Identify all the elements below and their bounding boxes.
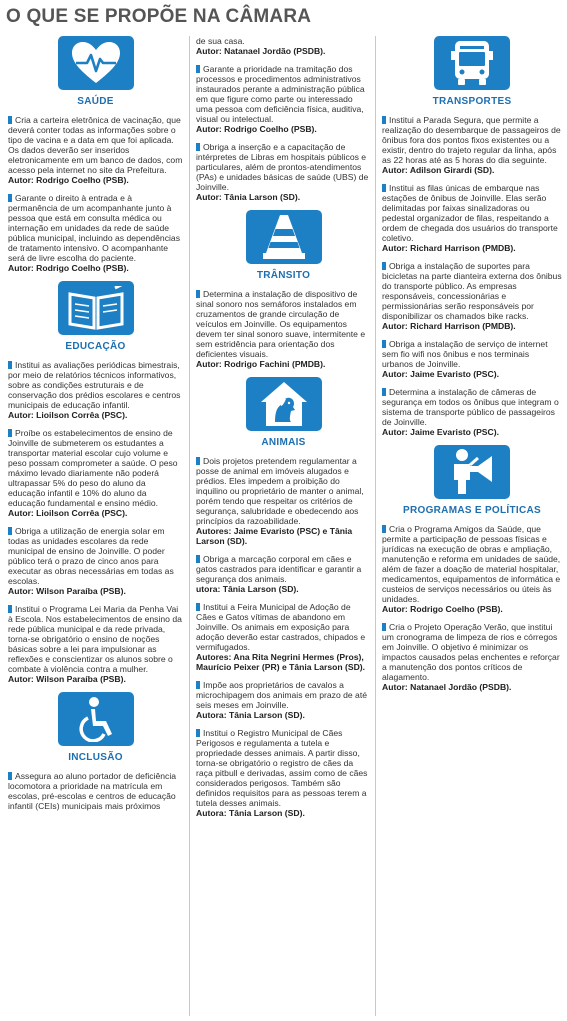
proposal-author: Autor: Jaime Evaristo (PSC).: [382, 427, 499, 437]
proposal-author: Autores: Ana Rita Negrini Hermes (Pros), Maurício Peixer (PR) e Tânia Larson (SD).: [196, 652, 366, 672]
column-divider: [375, 36, 376, 1016]
proposal-author: Autora: Tânia Larson (SD).: [196, 808, 305, 818]
proposal-text: Garante a prioridade na tramitação dos processos e procedimentos administrativos instaurados perante a administração pública em que figure como parte ou interessado uma pessoa com deficiência física, auditiva, visual ou intelectual.: [196, 64, 365, 124]
bullet-marker: [196, 555, 200, 563]
proposal-text: Obriga a inserção e a capacitação de intérpretes de Libras em hospitais públicos e particulares, além de prontos-atendimentos (PAs) e unidades básicas de saúde (UBS) de Joinville.: [196, 142, 369, 192]
traffic-cone-icon: [246, 210, 322, 264]
proposal-text: Obriga a instalação de serviço de internet sem fio wifi nos ônibus e nos terminais urbanos de Joinville.: [382, 339, 548, 369]
category-title: PROGRAMAS E POLÍTICAS: [403, 505, 541, 516]
proposal-item: [382, 183, 562, 253]
bus-icon: [434, 36, 510, 90]
proposal-text: Institui as avaliações periódicas bimestrais, por meio de relatórios técnicos informativos, sobre as condições estruturais e de conservação dos prédios escolares e centros municipais de educação infantil.: [8, 360, 181, 410]
bullet-marker: [382, 184, 386, 192]
category-title: SAÚDE: [77, 96, 114, 107]
proposal-text: Determina a instalação de câmeras de segurança em todos os ônibus que integram o sistema de transporte público de passageiros de Joinville.: [382, 387, 559, 427]
category-block: [196, 36, 371, 202]
proposal-text: Institui o Programa Lei Maria da Penha Vai à Escola. Nos estabelecimentos de ensino da rede pública municipal e da rede privada, torna-se obrigatório o ensino de noções básicas sobre a lei para impulsionar as reflexões e conscientizar os alunos sobre o combate à violência contra a mulher.: [8, 604, 182, 674]
category-block: [382, 36, 562, 437]
bullet-marker: [382, 388, 386, 396]
proposal-text: Proíbe os estabelecimentos de ensino de Joinville de submeterem os estudantes a transportar material escolar cujo volume e peso possam comprometer a saúde. O peso máximo levado diariamente não poderá ultrapassar 5% do peso do aluno da educação infantil e 10% do aluno da educação fundamental e ensino médio.: [8, 428, 178, 508]
proposal-item: [8, 115, 183, 185]
bullet-marker: [196, 457, 200, 465]
category-block: [196, 210, 371, 369]
bullet-marker: [196, 681, 200, 689]
proposal-text: Cria o Projeto Operação Verão, que institui um cronograma de limpeza de rios e córregos em Joinville. O objetivo é minimizar os impactos causados pelas enchentes e reforçar a manutenção dos pontos críticos de alagamento.: [382, 622, 560, 682]
category-block: [8, 281, 183, 684]
proposal-text: Garante o direito à entrada e à permanência de um acompanhante junto à pessoa que está em consulta médica ou internação em unidades da rede de saúde pública municipal, incluindo as dependências de tratamento intensivo. O acompanhante será de livre escolha do paciente.: [8, 193, 180, 263]
category-header: [196, 210, 371, 281]
proposal-author: Autor: Adilson Girardi (SD).: [382, 165, 495, 175]
bullet-marker: [196, 603, 200, 611]
proposal-author: Autor: Lioilson Corrêa (PSC).: [8, 508, 128, 518]
category-header: [196, 377, 371, 448]
bullet-marker: [382, 340, 386, 348]
bullet-marker: [8, 527, 12, 535]
proposal-text: Obriga a utilização de energia solar em todas as unidades escolares da rede municipal de ensino de Joinville. O poder público terá o prazo de cinco anos para executar as obras necessárias em todas as escolas.: [8, 526, 174, 586]
category-title: ANIMAIS: [261, 437, 306, 448]
proposal-text: Assegura ao aluno portador de deficiência locomotora a prioridade na matrícula em escolas, pré-escolas e centros de educação infantil (CEIs) municipais mais próximos: [8, 771, 177, 811]
proposal-item: [382, 115, 562, 175]
proposal-item: [8, 360, 183, 420]
book-icon: [58, 281, 134, 335]
proposal-author: Autor: Jaime Evaristo (PSC).: [382, 369, 499, 379]
proposal-author: Autor: Rodrigo Coelho (PSB).: [196, 124, 317, 134]
column-3: [382, 36, 562, 700]
proposal-author: Autor: Rodrigo Coelho (PSB).: [382, 604, 503, 614]
bullet-marker: [382, 116, 386, 124]
proposal-item: [8, 193, 183, 273]
bullet-marker: [196, 290, 200, 298]
proposal-text: Institui a Parada Segura, que permite a realização do desembarque de passageiros de ônibus fora dos pontos fixos existentes ou a existir, dentro do trajeto regular da linha, após as 22 horas até as 5 horas do dia seguinte.: [382, 115, 561, 165]
proposal-author: Autor: Rodrigo Coelho (PSB).: [8, 175, 129, 185]
proposal-text: Impõe aos proprietários de cavalos a microchipagem dos animais em prazo de até seis meses em Joinville.: [196, 680, 368, 710]
proposal-text: Institui a Feira Municipal de Adoção de Cães e Gatos vítimas de abandono em Joinville. Os animais em exposição para adoção deverão estar castrados, chipados e vermifugados.: [196, 602, 366, 652]
proposal-author: Autor: Richard Harrison (PMDB).: [382, 243, 516, 253]
category-block: [196, 377, 371, 818]
bullet-marker: [8, 605, 12, 613]
proposal-text: Obriga a marcação corporal em cães e gatos castrados para identificar e garantir a segurança dos animais.: [196, 554, 362, 584]
proposal-author: Autor: Wilson Paraíba (PSB).: [8, 586, 126, 596]
category-block: [382, 445, 562, 692]
proposal-item: [196, 64, 371, 134]
proposal-text: Cria o Programa Amigos da Saúde, que permite a participação de pessoas físicas e jurídicas na execução de obras e ampliação, manutenção e reforma em unidades de saúde, além de fazer a doação de material hospitalar, medicamentos, equipamentos de informática e custeios de serviços necessários ou úteis às unidades.: [382, 524, 561, 604]
proposal-author: Autora: Tânia Larson (SD).: [196, 710, 305, 720]
proposal-author: Autor: Tânia Larson (SD).: [196, 192, 301, 202]
proposal-text: Institui o Registro Municipal de Cães Perigosos e regulamenta a tutela e propriedade desses animais. A partir disso, torna-se obrigatório o registro de cães da raça pitbull e derivadas, assim como de cães considerados perigosos. Também são definidos requisitos para as pessoas terem a tutela desses animais.: [196, 728, 368, 808]
proposal-item: [8, 771, 183, 811]
proposal-author: Autor: Wilson Paraíba (PSB).: [8, 674, 126, 684]
heart-pulse-icon: [58, 36, 134, 90]
category-title: TRÂNSITO: [256, 270, 311, 281]
proposal-item: [382, 339, 562, 379]
column-2: [196, 36, 371, 826]
proposal-text: de sua casa.: [196, 36, 245, 46]
category-header: [8, 692, 183, 763]
proposal-item: [196, 289, 371, 369]
proposal-author: Autores: Jaime Evaristo (PSC) e Tânia Larson (SD).: [196, 526, 353, 546]
category-header: [382, 445, 562, 516]
bullet-marker: [8, 194, 12, 202]
category-title: TRANSPORTES: [432, 96, 512, 107]
category-header: [382, 36, 562, 107]
proposal-item: [196, 680, 371, 720]
bullet-marker: [8, 429, 12, 437]
proposal-text: Obriga a instalação de suportes para bicicletas na parte dianteira externa dos ônibus do transporte público. As empresas responsáveis, concessionárias e permissionárias serão responsáveis por disponibilizar os chamados bike racks.: [382, 261, 562, 321]
proposal-item: [196, 602, 371, 672]
proposal-item: [382, 524, 562, 614]
proposal-text: Dois projetos pretendem regulamentar a posse de animal em imóveis alugados e prédios. Eles impedem a proibição do inquilino ou proprietário de manter o animal, porém tendo que respeitar os critérios de segurança, salubridade e obedecendo aos princípios da razoabilidade.: [196, 456, 364, 526]
proposal-item: [8, 604, 183, 684]
proposal-item: [196, 554, 371, 594]
proposal-author: Autor: Rodrigo Fachini (PMDB).: [196, 359, 326, 369]
proposal-item: [8, 526, 183, 596]
category-header: [8, 36, 183, 107]
proposal-text: Cria a carteira eletrônica de vacinação, que deverá conter todas as informações sobre o tipo de vacina e a data em que foi aplicada. Os dados deverão ser inseridos eletronicamente em um banco de dados, com acesso pela internet no site da Prefeitura.: [8, 115, 183, 175]
proposal-author: Autor: Natanael Jordão (PSDB).: [382, 682, 512, 692]
wheelchair-icon: [58, 692, 134, 746]
column-divider: [189, 36, 190, 1016]
proposal-author: utora: Tânia Larson (SD).: [196, 584, 299, 594]
bullet-marker: [382, 262, 386, 270]
bullet-marker: [196, 143, 200, 151]
proposal-author: Autor: Natanael Jordão (PSDB).: [196, 46, 326, 56]
proposal-item: [196, 456, 371, 546]
bullet-marker: [382, 623, 386, 631]
category-title: EDUCAÇÃO: [65, 341, 126, 352]
pet-house-icon: [246, 377, 322, 431]
bullet-marker: [8, 361, 12, 369]
category-header: [8, 281, 183, 352]
proposal-item: [196, 36, 371, 56]
category-title: INCLUSÃO: [68, 752, 123, 763]
proposal-item: [382, 387, 562, 437]
column-1: [8, 36, 183, 819]
proposal-author: Autor: Lioilson Corrêa (PSC).: [8, 410, 128, 420]
proposal-author: Autor: Rodrigo Coelho (PSB).: [8, 263, 129, 273]
proposal-text: Determina a instalação de dispositivo de sinal sonoro nos semáforos instalados em cruzamentos de grande circulação de veículos em Joinville. Os equipamentos devem ter sinal sonoro suave, intermitente e sem estridência para orientação dos deficientes visuais.: [196, 289, 366, 359]
bullet-marker: [8, 116, 12, 124]
category-block: [8, 692, 183, 811]
proposal-author: Autor: Richard Harrison (PMDB).: [382, 321, 516, 331]
category-block: [8, 36, 183, 273]
proposal-item: [382, 261, 562, 331]
megaphone-person-icon: [434, 445, 510, 499]
proposal-item: [196, 728, 371, 818]
bullet-marker: [8, 772, 12, 780]
bullet-marker: [196, 729, 200, 737]
bullet-marker: [382, 525, 386, 533]
proposal-text: Institui as filas únicas de embarque nas estações de ônibus de Joinville. Elas serão delimitadas por faixas sinalizadoras ou pedestal organizador de filas, respeitando a ordem de chegada dos usuários do transporte coletivo.: [382, 183, 558, 243]
proposal-item: [196, 142, 371, 202]
proposal-item: [382, 622, 562, 692]
proposal-item: [8, 428, 183, 518]
bullet-marker: [196, 65, 200, 73]
page-title: O QUE SE PROPÕE NA CÂMARA: [6, 6, 312, 27]
